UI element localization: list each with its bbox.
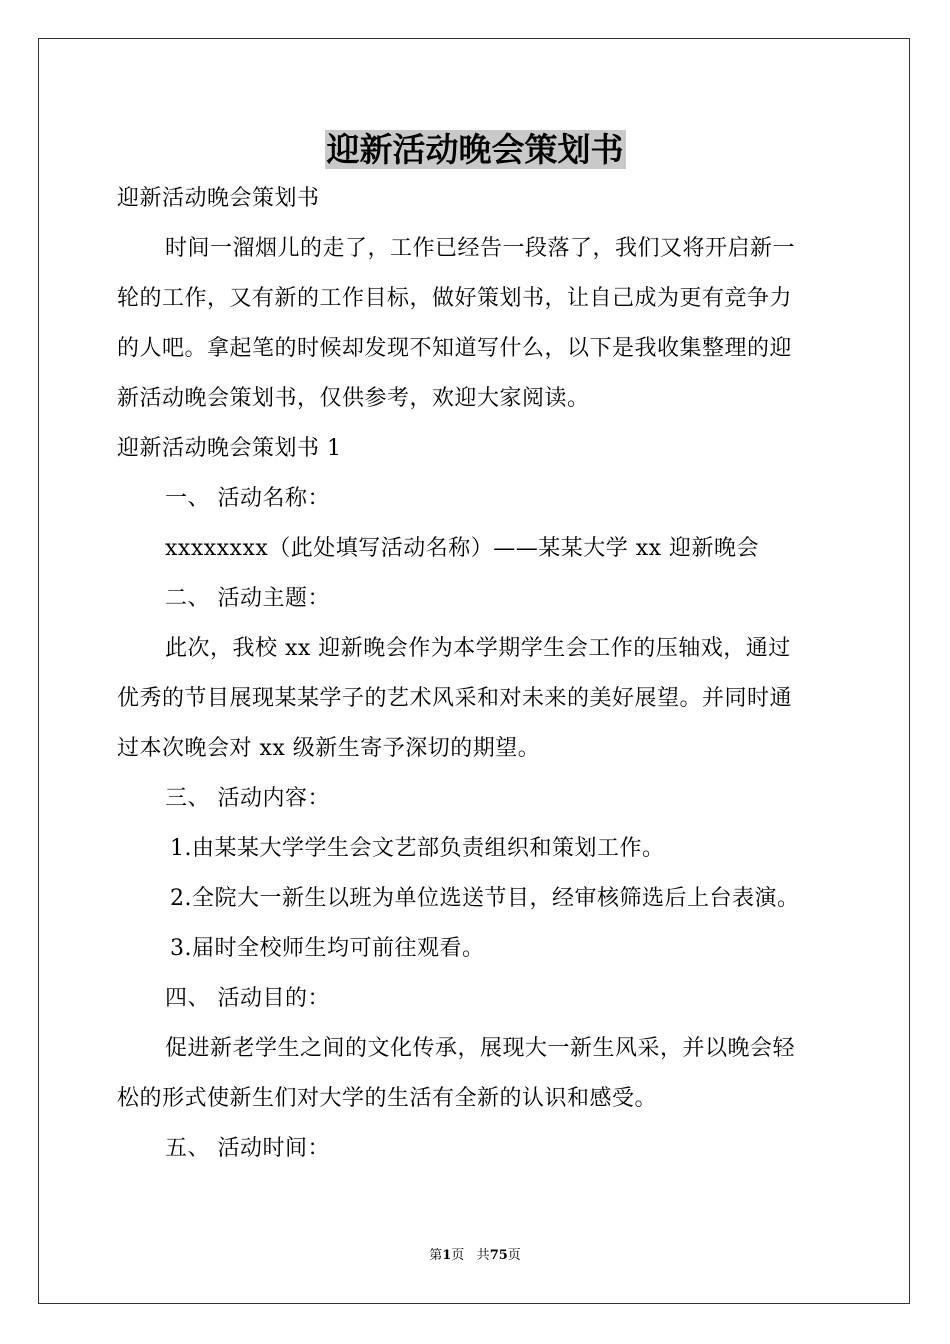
footer-page-number: 1 bbox=[442, 1248, 452, 1263]
document-title bbox=[0, 128, 950, 172]
intro-paragraph-line-2: 轮的工作，又有新的工作目标，做好策划书，让自己成为更有竞争力 bbox=[117, 286, 793, 311]
footer-total-prefix: 共 bbox=[476, 1248, 490, 1263]
theme-paragraph-line-3: 过本次晚会对 xx 级新生寄予深切的期望。 bbox=[117, 736, 541, 761]
subtitle-line: 迎新活动晚会策划书 bbox=[117, 186, 320, 211]
content-item-3: 3.届时全校师生均可前往观看。 bbox=[170, 936, 485, 961]
intro-paragraph-line-3: 的人吧。拿起笔的时候却发现不知道写什么，以下是我收集整理的迎 bbox=[117, 336, 793, 361]
theme-paragraph-line-2: 优秀的节目展现某某学子的艺术风采和对未来的美好展望。并同时通 bbox=[117, 686, 793, 711]
activity-name-text: xxxxxxxx（此处填写活动名称）——某某大学 xx 迎新晚会 bbox=[165, 536, 760, 561]
heading-activity-content: 三、 活动内容： bbox=[165, 786, 330, 811]
footer-page-suffix: 页 bbox=[451, 1248, 465, 1263]
page-footer bbox=[0, 1247, 950, 1265]
purpose-paragraph-line-1: 促进新老学生之间的文化传承，展现大一新生风采，并以晚会轻 bbox=[165, 1036, 796, 1061]
purpose-paragraph-line-2: 松的形式使新生们对大学的生活有全新的认识和感受。 bbox=[117, 1086, 658, 1111]
heading-activity-theme: 二、 活动主题： bbox=[165, 586, 330, 611]
footer-total-suffix: 页 bbox=[507, 1248, 521, 1263]
page-border bbox=[38, 38, 910, 1304]
heading-activity-name: 一、 活动名称： bbox=[165, 486, 330, 511]
heading-activity-time: 五、 活动时间： bbox=[165, 1136, 330, 1161]
intro-paragraph-line-1: 时间一溜烟儿的走了，工作已经告一段落了，我们又将开启新一 bbox=[165, 236, 796, 261]
theme-paragraph-line-1: 此次，我校 xx 迎新晚会作为本学期学生会工作的压轴戏，通过 bbox=[165, 636, 791, 661]
heading-activity-purpose: 四、 活动目的： bbox=[165, 986, 330, 1011]
footer-page-prefix: 第 bbox=[429, 1248, 443, 1263]
content-item-2: 2.全院大一新生以班为单位选送节目，经审核筛选后上台表演。 bbox=[170, 886, 800, 911]
content-item-1: 1.由某某大学学生会文艺部负责组织和策划工作。 bbox=[170, 836, 665, 861]
section-heading-plan-1: 迎新活动晚会策划书 1 bbox=[117, 436, 342, 461]
document-title-text: 迎新活动晚会策划书 bbox=[326, 130, 624, 169]
intro-paragraph-line-4: 新活动晚会策划书，仅供参考，欢迎大家阅读。 bbox=[117, 386, 590, 411]
footer-total-pages: 75 bbox=[489, 1248, 508, 1263]
